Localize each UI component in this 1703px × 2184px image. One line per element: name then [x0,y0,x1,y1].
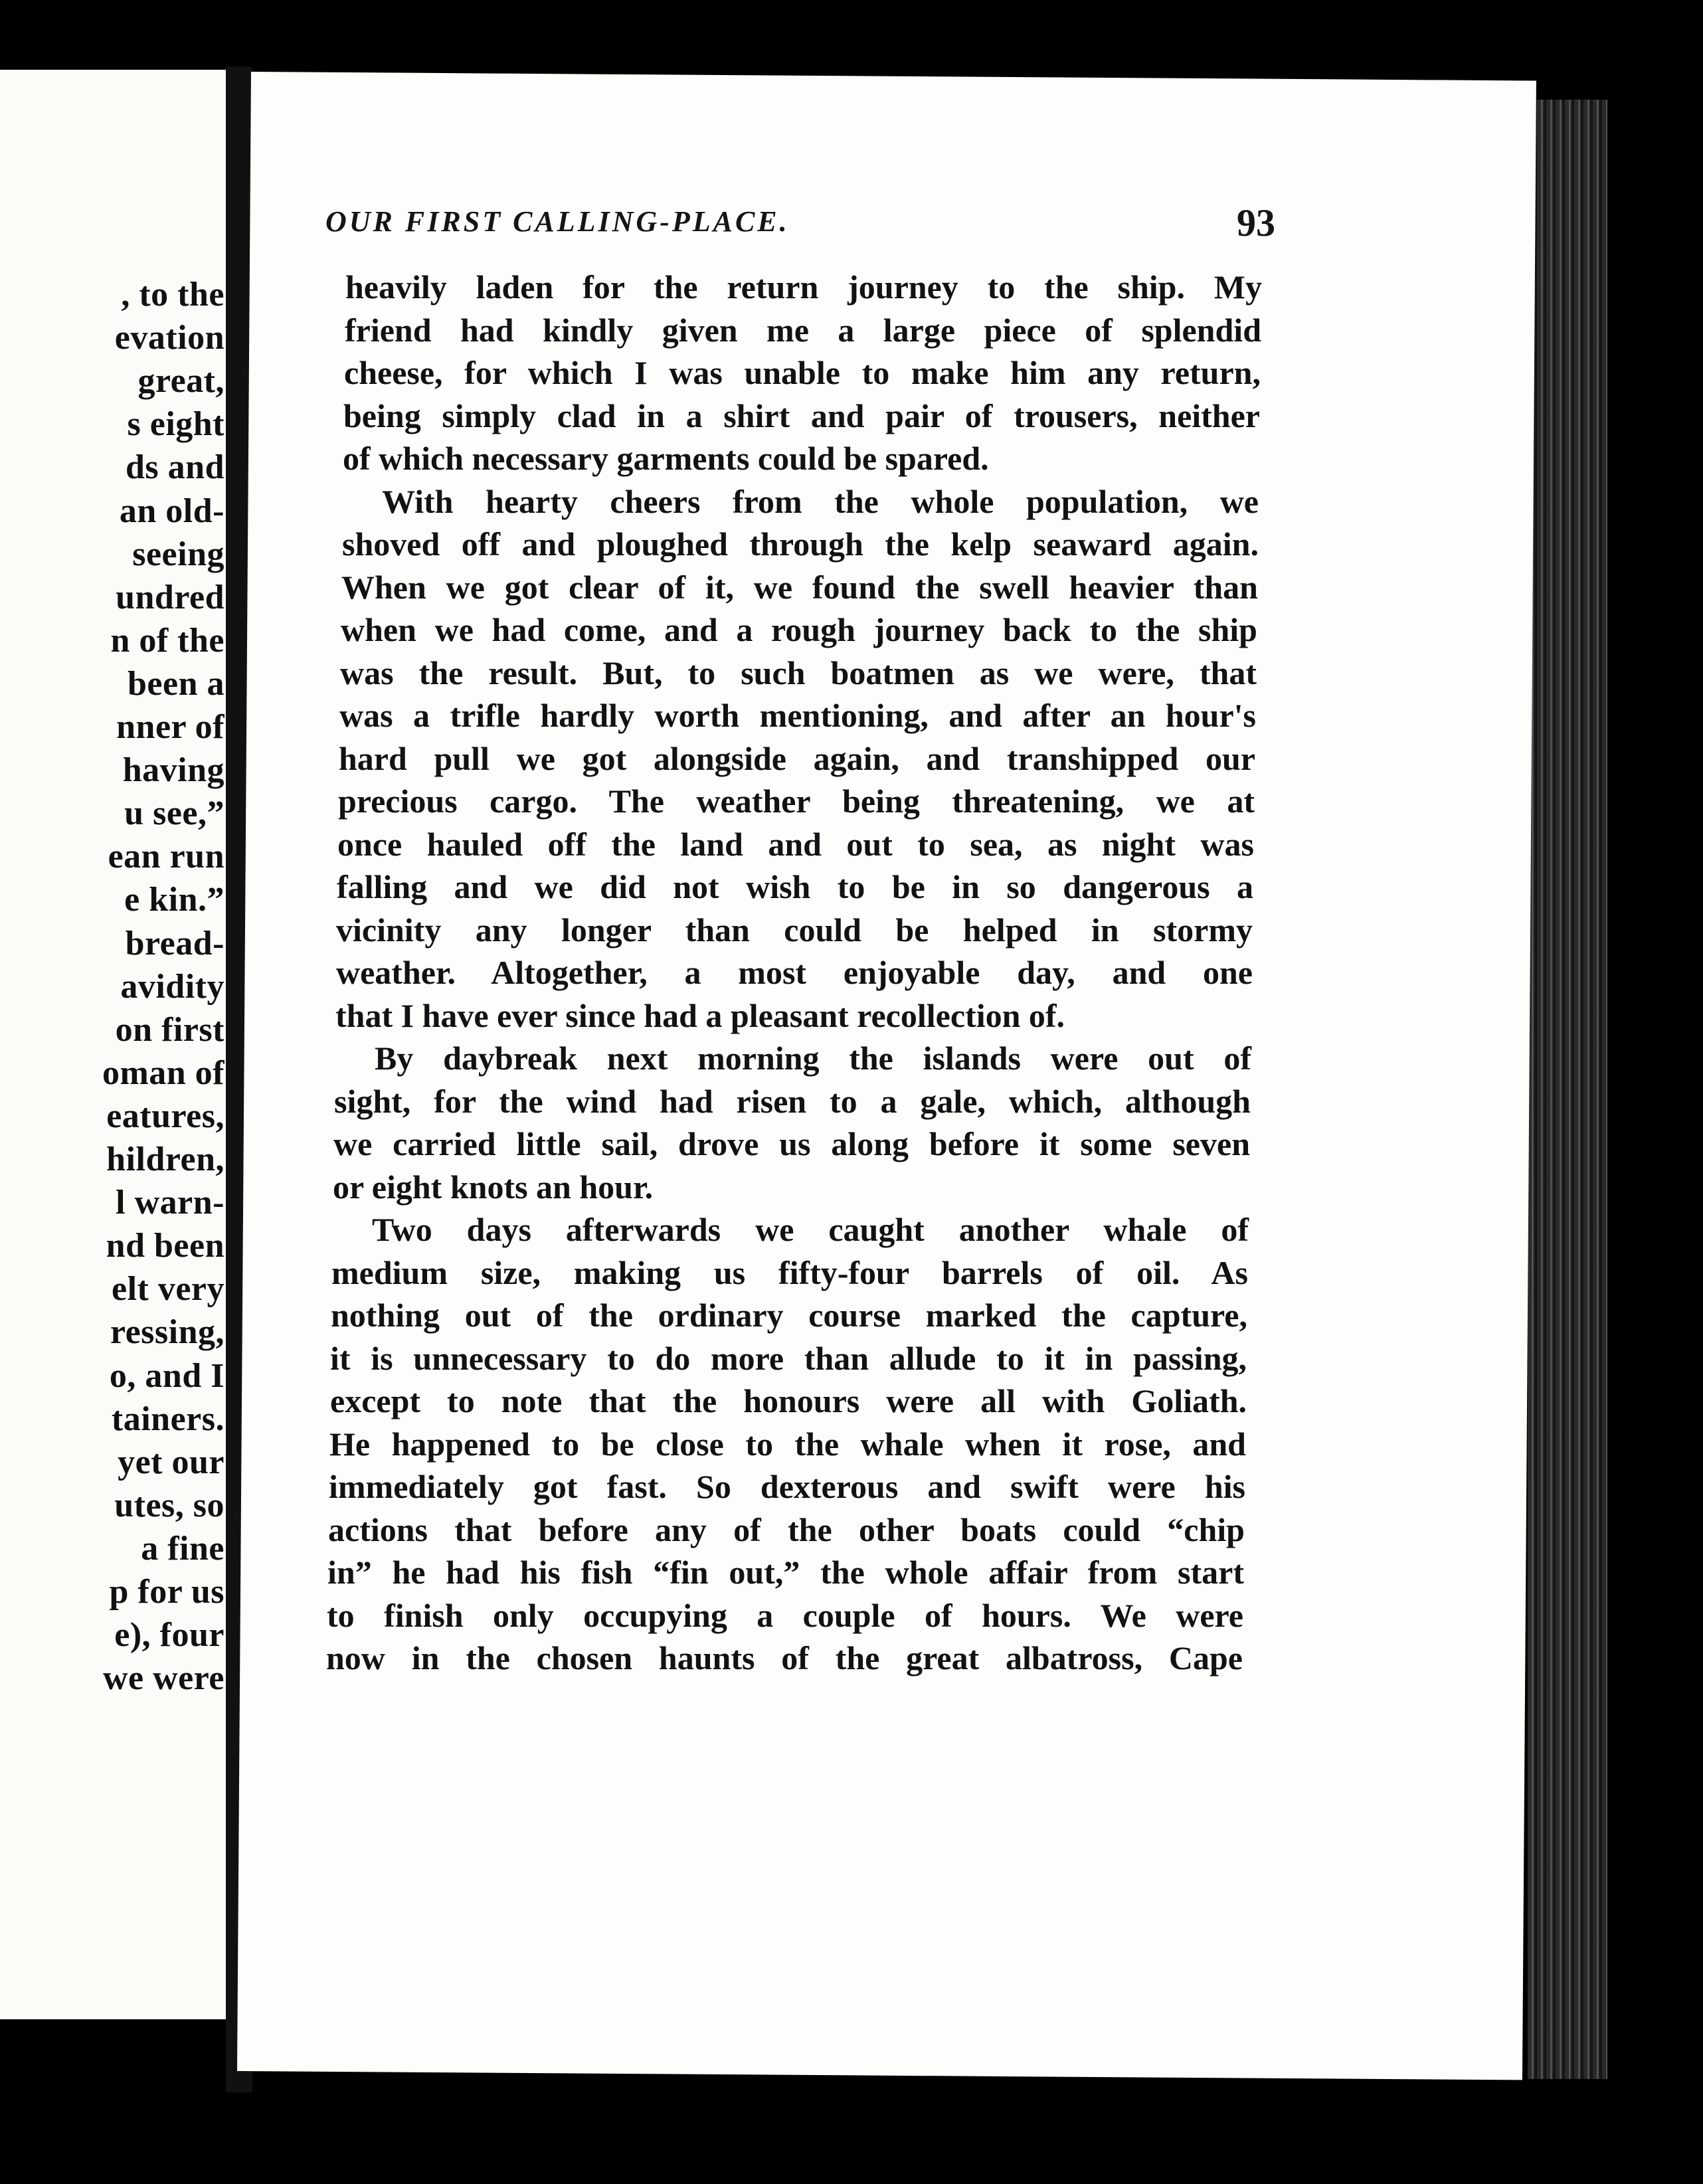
left-page-line: utes, so [114,1486,224,1524]
left-page-line: hildren, [106,1140,224,1178]
left-page-line: s eight [127,405,224,444]
text-line: sight, for the wind had risen to a gale, which, although [334,1082,1251,1120]
text-line: precious cargo. The weather being threatening, we at [338,782,1255,820]
left-page-line: l warn- [116,1184,224,1222]
text-line: When we got clear of it, we found the swell heavier than [341,568,1258,606]
text-line: of which necessary garments could be spared. [343,440,989,477]
text-line: was the result. But, to such boatmen as we were, that [340,654,1257,691]
text-line: was a trifle hardly worth mentioning, and after an hour's [339,697,1256,734]
left-page-line: avidity [120,967,224,1006]
left-page-line: having [122,751,224,790]
text-line: except to note that the honours were all with Goliath. [330,1382,1247,1419]
left-page-line: n of the [110,621,224,660]
left-page-line: been a [128,664,224,703]
left-page [0,70,232,2019]
left-page-line: nner of [116,708,224,746]
text-line: being simply clad in a shirt and pair of trousers, neither [343,397,1260,434]
left-page-line: great, [137,362,224,401]
running-head [325,201,1275,258]
left-page-line: ean run [108,838,224,876]
text-line: when we had come, and a rough journey back to the ship [341,611,1257,648]
left-page-line: elt very [111,1270,224,1309]
text-line: we carried little sail, drove us along before it some seven [333,1125,1250,1162]
left-page-line: tainers. [111,1400,224,1438]
left-page-line: p for us [109,1573,224,1611]
left-page-line: seeing [132,535,224,573]
left-page-line: oman of [102,1053,224,1092]
left-page-line: eatures, [106,1097,224,1135]
text-line: it is unnecessary to do more than allude to it in passing, [330,1339,1247,1377]
text-line: friend had kindly given me a large piece of splendid [345,311,1261,349]
text-line: shoved off and ploughed through the kelp seaward again. [342,525,1259,563]
text-line: With hearty cheers from the whole population, we [382,482,1259,520]
text-line: now in the chosen haunts of the great albatross, Cape [326,1639,1243,1677]
text-line: in” he had his fish “fin out,” the whole affair from start [327,1554,1244,1591]
page-number: 93 [1237,201,1275,244]
left-page-line: u see,” [124,794,224,833]
text-line: or eight knots an hour. [333,1168,654,1206]
text-line: hard pull we got alongside again, and transhipped our [339,739,1255,777]
left-page-line: o, and I [109,1356,224,1395]
text-line: cheese, for which I was unable to make him any return, [344,354,1261,391]
left-page-line: e), four [114,1616,224,1655]
text-line: nothing out of the ordinary course marked the capture, [331,1297,1247,1334]
left-page-line: ds and [126,448,224,487]
text-line: actions that before any of the other boats could “chip [328,1510,1245,1548]
text-line: to finish only occupying a couple of hours. We were [327,1596,1243,1634]
left-page-line: , to the [121,276,224,314]
text-line: Two days afterwards we caught another whale of [372,1211,1249,1248]
text-line: immediately got fast. So dexterous and swift were his [329,1468,1245,1505]
text-line: medium size, making us fifty-four barrels of oil. As [331,1253,1248,1291]
left-page-line: undred [116,578,224,616]
left-page-line: on first [115,1010,224,1049]
left-page-line: a fine [141,1529,224,1568]
text-line: once hauled off the land and out to sea, as night was [337,825,1254,863]
left-page-line: an old- [119,492,224,530]
left-page-line: ressing, [110,1313,224,1352]
text-line: vicinity any longer than could be helped in stormy [336,911,1253,949]
body-text [326,266,1262,1680]
text-line: heavily laden for the return journey to the ship. My [345,268,1262,306]
left-page-line: evation [114,319,224,357]
left-page-line: we were [103,1659,224,1698]
text-line: falling and we did not wish to be in so dangerous a [337,868,1253,905]
text-line: weather. Altogether, a most enjoyable day, and one [336,954,1253,991]
left-page-line: nd been [106,1227,224,1265]
left-page-line: yet our [118,1443,224,1481]
text-line: He happened to be close to the whale when it rose, and [329,1425,1246,1463]
left-page-line: e kin.” [124,881,224,919]
text-line: that I have ever since had a pleasant recollection of. [335,996,1065,1034]
page-edges [1528,100,1607,2079]
running-title: OUR FIRST CALLING-PLACE. [325,205,790,238]
left-page-line: bread- [125,924,224,962]
text-line: By daybreak next morning the islands were out of [375,1040,1251,1077]
